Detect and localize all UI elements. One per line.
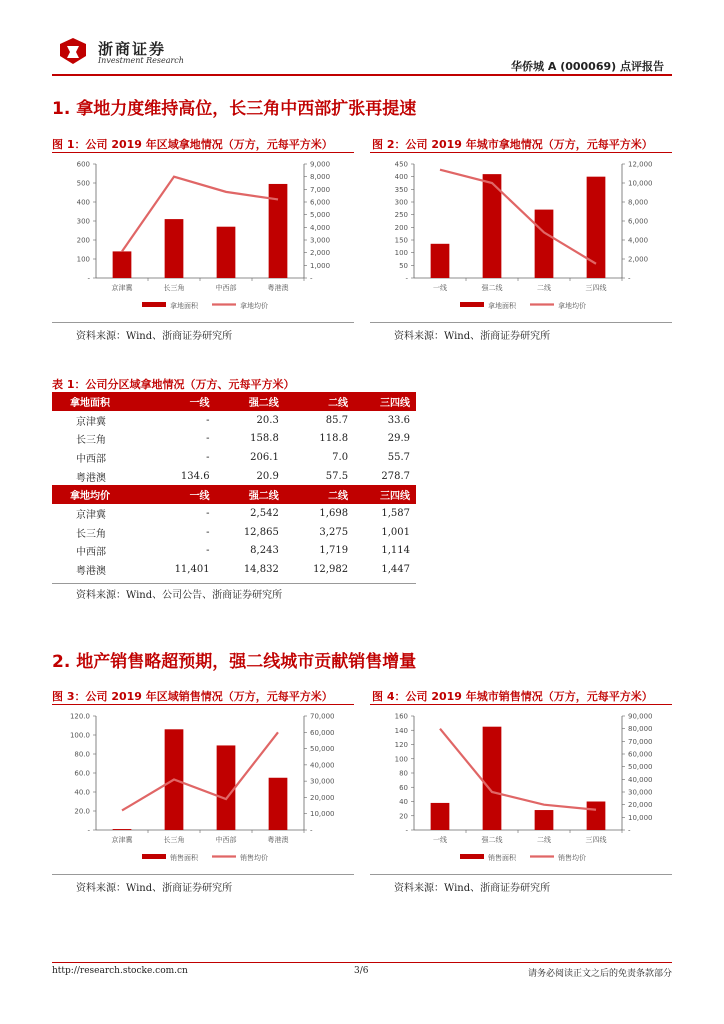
y-tick-label-left: 500 (76, 179, 90, 188)
y-tick-label-left: 450 (394, 160, 408, 169)
table-cell: 158.8 (250, 433, 279, 445)
y-tick-label-right: - (310, 274, 313, 283)
y-tick-label-left: 120.0 (69, 712, 90, 721)
table-cell: 1,001 (381, 526, 410, 538)
table-cell: 57.5 (325, 470, 349, 482)
y-tick-label-right: 30,000 (310, 777, 335, 786)
section-title-1: 1. 拿地力度维持高位，长三角中西部扩张再提速 (52, 99, 417, 119)
fig2-source-line (370, 322, 672, 323)
footer-divider (52, 962, 672, 963)
table-cell: 1,719 (319, 545, 349, 557)
table-header-cell: 三四线 (354, 392, 416, 411)
table-cell: - (206, 545, 210, 557)
table-cell: 长三角 (76, 435, 106, 447)
bar (113, 829, 132, 830)
y-tick-label-right: 6,000 (628, 217, 649, 226)
y-tick-label-right: 12,000 (628, 160, 653, 169)
y-tick-label-right: 90,000 (628, 712, 653, 721)
x-tick-label: 三四线 (585, 284, 607, 292)
fig2-title: 图 2：公司 2019 年城市拿地情况（万方，元每平方米） (372, 138, 653, 151)
legend-line-label: 拿地均价 (558, 302, 586, 310)
legend-line-label: 销售均价 (558, 854, 586, 862)
y-tick-label-left: 200 (394, 223, 408, 232)
y-tick-label-right: 70,000 (310, 712, 335, 721)
y-tick-label-left: 60 (399, 783, 408, 792)
y-tick-label-right: 60,000 (628, 750, 653, 759)
header-divider (52, 74, 672, 76)
table-cell: 11,401 (174, 564, 210, 576)
bar (587, 802, 606, 831)
table-cell: - (206, 414, 210, 426)
table-cell: 20.3 (256, 414, 279, 426)
table-cell: 1,698 (319, 507, 349, 519)
x-tick-label: 粤港澳 (267, 284, 289, 292)
y-tick-label-left: 20.0 (74, 807, 90, 816)
footer-disclaimer: 请务必阅读正文之后的免责条款部分 (527, 969, 672, 979)
y-tick-label-left: 250 (394, 211, 408, 220)
table-header-row (52, 392, 416, 411)
bar (113, 251, 132, 278)
y-tick-label-left: 20 (399, 812, 408, 821)
y-tick-label-right: 10,000 (628, 813, 653, 822)
y-tick-label-right: 50,000 (310, 745, 335, 754)
table-header-cell: 二线 (285, 392, 354, 411)
y-tick-label-right: 30,000 (628, 788, 653, 797)
table-row (52, 429, 416, 448)
logo-text: 浙商证券 (98, 40, 167, 58)
legend-bar-swatch (142, 854, 166, 859)
fig3-title-line (52, 704, 354, 705)
y-tick-label-left: 40 (399, 798, 408, 806)
table-header-cell: 三四线 (354, 485, 416, 504)
table1-source: 资料来源：Wind、公司公告、浙商证券研究所 (76, 590, 283, 601)
table-header-cell: 拿地均价 (52, 485, 146, 504)
table-cell: - (206, 451, 210, 463)
bar (535, 810, 554, 830)
table1-title: 表 1：公司分区域拿地情况（万方、元每平方米） (52, 378, 295, 391)
table-cell: 7.0 (332, 451, 349, 463)
table-cell: 长三角 (76, 528, 106, 540)
table-cell: 京津冀 (76, 416, 106, 428)
fig1-source-line (52, 322, 354, 323)
y-tick-label-left: 50 (399, 261, 408, 270)
table-cell: 118.8 (319, 433, 349, 445)
y-tick-label-left: 100 (394, 755, 408, 764)
fig2-chart (370, 154, 674, 318)
y-tick-label-left: 80.0 (74, 750, 90, 759)
table-row (52, 467, 416, 486)
table-cell: 134.6 (180, 470, 210, 482)
table-cell: - (206, 526, 210, 538)
table-cell: 55.7 (387, 451, 410, 463)
x-tick-label: 中西部 (215, 284, 237, 292)
table-cell: 85.7 (325, 414, 349, 426)
table-cell: 12,865 (243, 526, 279, 538)
y-tick-label-left: 300 (394, 198, 408, 207)
series-line (440, 729, 596, 810)
y-tick-label-left: - (87, 274, 90, 283)
logo-icon (56, 36, 90, 66)
y-tick-label-left: - (405, 826, 408, 835)
fig3-source: 资料来源：Wind、浙商证券研究所 (76, 883, 233, 894)
y-tick-label-right: 20,000 (628, 801, 653, 810)
y-tick-label-right: 7,000 (310, 185, 331, 194)
x-tick-label: 京津冀 (111, 284, 133, 292)
y-tick-label-left: 100 (394, 249, 408, 258)
y-tick-label-left: 160 (394, 712, 408, 721)
bar (431, 803, 450, 830)
y-tick-label-right: 20,000 (310, 793, 335, 802)
fig4-chart (370, 706, 674, 870)
y-tick-label-left: 60.0 (74, 769, 90, 778)
x-tick-label: 三四线 (585, 836, 607, 844)
legend-line-label: 销售均价 (240, 854, 268, 862)
y-tick-label-right: 40,000 (310, 761, 335, 770)
legend-line-label: 拿地均价 (240, 302, 268, 310)
x-tick-label: 中西部 (215, 836, 237, 844)
legend-bar-label: 拿地面积 (488, 302, 516, 310)
fig1-source: 资料来源：Wind、浙商证券研究所 (76, 331, 233, 342)
y-tick-label-right: 3,000 (310, 236, 331, 245)
table-cell: 8,243 (250, 545, 279, 557)
series-line (122, 732, 278, 810)
table-row (52, 504, 416, 523)
x-tick-label: 一线 (433, 284, 447, 292)
y-tick-label-left: 120 (394, 741, 408, 749)
y-tick-label-right: - (310, 826, 313, 835)
x-tick-label: 粤港澳 (267, 836, 289, 844)
y-tick-label-left: 600 (76, 160, 90, 169)
fig4-title-line (370, 704, 672, 705)
y-tick-label-right: 70,000 (628, 737, 653, 746)
series-line (440, 170, 596, 264)
y-tick-label-left: 100 (76, 255, 90, 264)
legend-bar-label: 销售面积 (170, 854, 198, 862)
report-tag: 华侨城 A (000069) 点评报告 (511, 60, 664, 73)
bar (431, 244, 450, 278)
table-cell: 20.9 (256, 470, 279, 482)
table-cell: 中西部 (76, 547, 106, 559)
table-cell: 1,114 (381, 545, 410, 557)
y-tick-label-left: 300 (76, 217, 90, 226)
series-line (122, 177, 278, 252)
table-header-cell: 强二线 (216, 485, 285, 504)
table-row (52, 523, 416, 542)
fig2-source: 资料来源：Wind、浙商证券研究所 (394, 331, 551, 342)
table-cell: 206.1 (250, 451, 279, 463)
y-tick-label-right: 9,000 (310, 160, 331, 169)
table-cell: 京津冀 (76, 509, 106, 521)
y-tick-label-left: - (405, 274, 408, 283)
y-tick-label-right: 50,000 (628, 763, 653, 772)
x-tick-label: 强二线 (481, 284, 503, 292)
bar (535, 210, 554, 278)
y-tick-label-right: 5,000 (310, 211, 331, 220)
y-tick-label-right: 2,000 (628, 255, 649, 264)
page-number: 3/6 (354, 966, 369, 976)
y-tick-label-right: 2,000 (310, 249, 331, 258)
y-tick-label-right: 10,000 (310, 810, 335, 819)
legend-bar-swatch (460, 302, 484, 307)
y-tick-label-right: 8,000 (628, 198, 649, 207)
table-header-cell: 二线 (285, 485, 354, 504)
table-cell: 粤港澳 (76, 472, 106, 484)
y-tick-label-left: 200 (76, 236, 90, 245)
footer-url[interactable]: http://research.stocke.com.cn (52, 966, 188, 976)
legend-bar-label: 销售面积 (488, 854, 516, 862)
y-tick-label-right: 4,000 (310, 223, 331, 232)
y-tick-label-left: 400 (76, 198, 90, 207)
bar (165, 219, 184, 278)
table-row (52, 560, 416, 579)
y-tick-label-left: 80 (399, 769, 408, 778)
bar (217, 227, 236, 278)
table-row (52, 448, 416, 467)
bar (269, 778, 288, 830)
x-tick-label: 一线 (433, 836, 447, 844)
y-tick-label-right: - (628, 274, 631, 283)
table1-source-line (52, 583, 416, 584)
bar (217, 745, 236, 830)
y-tick-label-left: 40.0 (74, 788, 90, 797)
y-tick-label-left: - (87, 826, 90, 835)
fig1-title-line (52, 152, 354, 153)
x-tick-label: 京津冀 (111, 836, 133, 844)
table-cell: - (206, 507, 210, 519)
table-row (52, 542, 416, 561)
fig4-source: 资料来源：Wind、浙商证券研究所 (394, 883, 551, 894)
x-tick-label: 二线 (537, 836, 551, 844)
x-tick-label: 强二线 (481, 836, 503, 844)
table-cell: - (206, 433, 210, 445)
y-tick-label-right: 8,000 (310, 173, 331, 182)
y-tick-label-right: 6,000 (310, 198, 331, 207)
y-tick-label-right: 60,000 (310, 728, 335, 737)
table-cell: 29.9 (387, 433, 410, 445)
table-header-cell: 一线 (146, 485, 215, 504)
fig1-title: 图 1：公司 2019 年区域拿地情况（万方，元每平方米） (52, 138, 333, 151)
fig4-source-line (370, 874, 672, 875)
table-header-row (52, 485, 416, 504)
fig3-chart (52, 706, 356, 870)
y-tick-label-right: 10,000 (628, 179, 653, 188)
table-header-cell: 强二线 (216, 392, 285, 411)
table-cell: 中西部 (76, 453, 106, 465)
y-tick-label-left: 400 (394, 173, 408, 182)
land-table (52, 392, 416, 579)
table-cell: 3,275 (319, 526, 349, 538)
table-cell: 278.7 (381, 470, 410, 482)
legend-bar-swatch (460, 854, 484, 859)
section-title-2: 2. 地产销售略超预期，强二线城市贡献销售增量 (52, 652, 417, 672)
x-tick-label: 长三角 (163, 284, 185, 292)
table-cell: 14,832 (243, 564, 279, 576)
y-tick-label-right: 80,000 (628, 725, 653, 734)
table-header-cell: 一线 (146, 392, 215, 411)
fig4-title: 图 4：公司 2019 年城市销售情况（万方，元每平方米） (372, 690, 653, 703)
y-tick-label-right: 1,000 (310, 261, 331, 270)
table-cell: 1,447 (381, 564, 410, 576)
y-tick-label-left: 150 (394, 236, 408, 245)
fig2-title-line (370, 152, 672, 153)
table-cell: 1,587 (381, 507, 410, 519)
table-cell: 12,982 (313, 564, 349, 576)
y-tick-label-left: 100.0 (69, 731, 90, 740)
table-row (52, 411, 416, 430)
fig3-title: 图 3：公司 2019 年区域销售情况（万方，元每平方米） (52, 690, 333, 703)
table-cell: 粤港澳 (76, 566, 106, 578)
legend-bar-label: 拿地面积 (170, 302, 198, 310)
table-header-cell: 拿地面积 (52, 392, 146, 411)
table-cell: 2,542 (250, 507, 279, 519)
fig3-source-line (52, 874, 354, 875)
x-tick-label: 长三角 (163, 836, 185, 844)
legend-bar-swatch (142, 302, 166, 307)
y-tick-label-right: 40,000 (628, 775, 653, 784)
y-tick-label-right: - (628, 826, 631, 835)
y-tick-label-left: 140 (394, 726, 408, 735)
y-tick-label-right: 4,000 (628, 236, 649, 245)
table-cell: 33.6 (387, 414, 410, 426)
fig1-chart (52, 154, 356, 318)
x-tick-label: 二线 (537, 284, 551, 292)
bar (483, 727, 502, 830)
y-tick-label-left: 350 (394, 185, 408, 194)
logo-subtitle: Investment Research (98, 56, 184, 65)
